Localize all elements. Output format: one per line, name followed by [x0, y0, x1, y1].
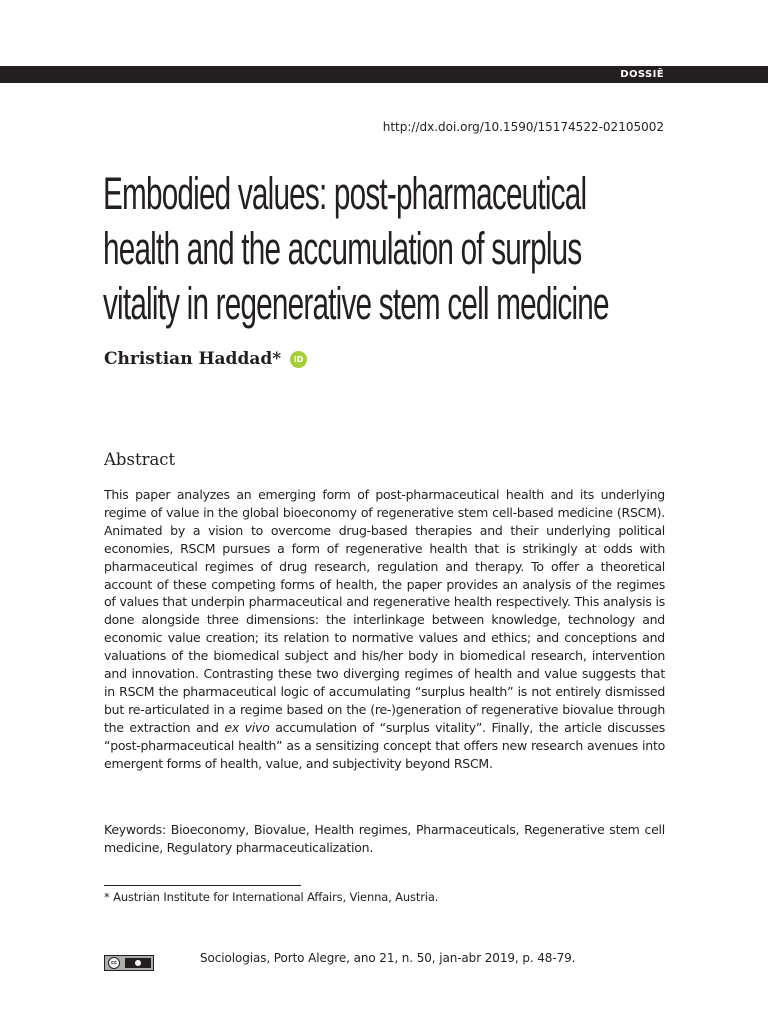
- article-title: [103, 166, 684, 331]
- cc-by-icon[interactable]: [104, 955, 154, 971]
- section-label: DOSSIÊ: [620, 69, 664, 80]
- title-line: health and the accumulation of surplus: [103, 223, 582, 274]
- footnote-affiliation: * Austrian Institute for International Affairs, Vienna, Austria.: [104, 890, 439, 904]
- title-line: vitality in regenerative stem cell medicine: [103, 278, 609, 329]
- abstract-text: [104, 486, 665, 773]
- abstract-text-italic: ex vivo: [224, 719, 270, 735]
- section-bar: [0, 66, 768, 83]
- orcid-icon[interactable]: iD: [290, 351, 307, 368]
- author-name: Christian Haddad*: [104, 349, 282, 369]
- abstract-text-main: This paper analyzes an emerging form of post-pharmaceutical health and its underlying regime of value in the global bioeconomy of regenerative stem cell-based medicine (RSCM). Animated by a vision to overcome drug-based therapies and their underlying political economies, RSCM pursues a form of regenerative health that is strikingly at odds with pharmaceutical regimes of drug research, regulation and therapy. To offer a theoretical account of these competing forms of health, the paper provides an analysis of the regimes of values that underpin pharmaceutical and regenerative health respectively. This analysis is done alongside three dimensions: the interlinkage between knowledge, technology and economic value creation; its relation to normative values and ethics; and conceptions and valuations of the biomedical subject and his/her body in biomedical research, intervention and innovation. Contrasting these two diverging regimes of health and value suggests that in RSCM the pharmaceutical logic of accumulating “surplus health” is not entirely dismissed but re-articulated in a regime based on the (re-)generation of regenerative biovalue through the extraction and: [104, 487, 665, 735]
- abstract-heading: Abstract: [104, 450, 176, 469]
- doi-link[interactable]: http://dx.doi.org/10.1590/15174522-02105002: [382, 120, 664, 134]
- by-person-icon: [125, 958, 151, 968]
- cc-circle-icon: cc: [108, 957, 120, 969]
- author-line: [104, 349, 307, 369]
- abstract-text-end: accumulation of “surplus vitality”. Finally, the article discusses “post-pharmaceutical health” as a sensitizing concept that offers new research avenues into emergent forms of health, value, and subjectivity beyond RSCM.: [104, 719, 665, 771]
- keywords: Keywords: Bioeconomy, Biovalue, Health regimes, Pharmaceuticals, Regenerative stem cell medicine, Regulatory pharmaceuticalization.: [104, 822, 665, 855]
- title-line: Embodied values: post-pharmaceutical: [103, 168, 587, 219]
- footnote-divider: [104, 885, 301, 886]
- journal-citation: Sociologias, Porto Alegre, ano 21, n. 50, jan-abr 2019, p. 48-79.: [200, 951, 576, 965]
